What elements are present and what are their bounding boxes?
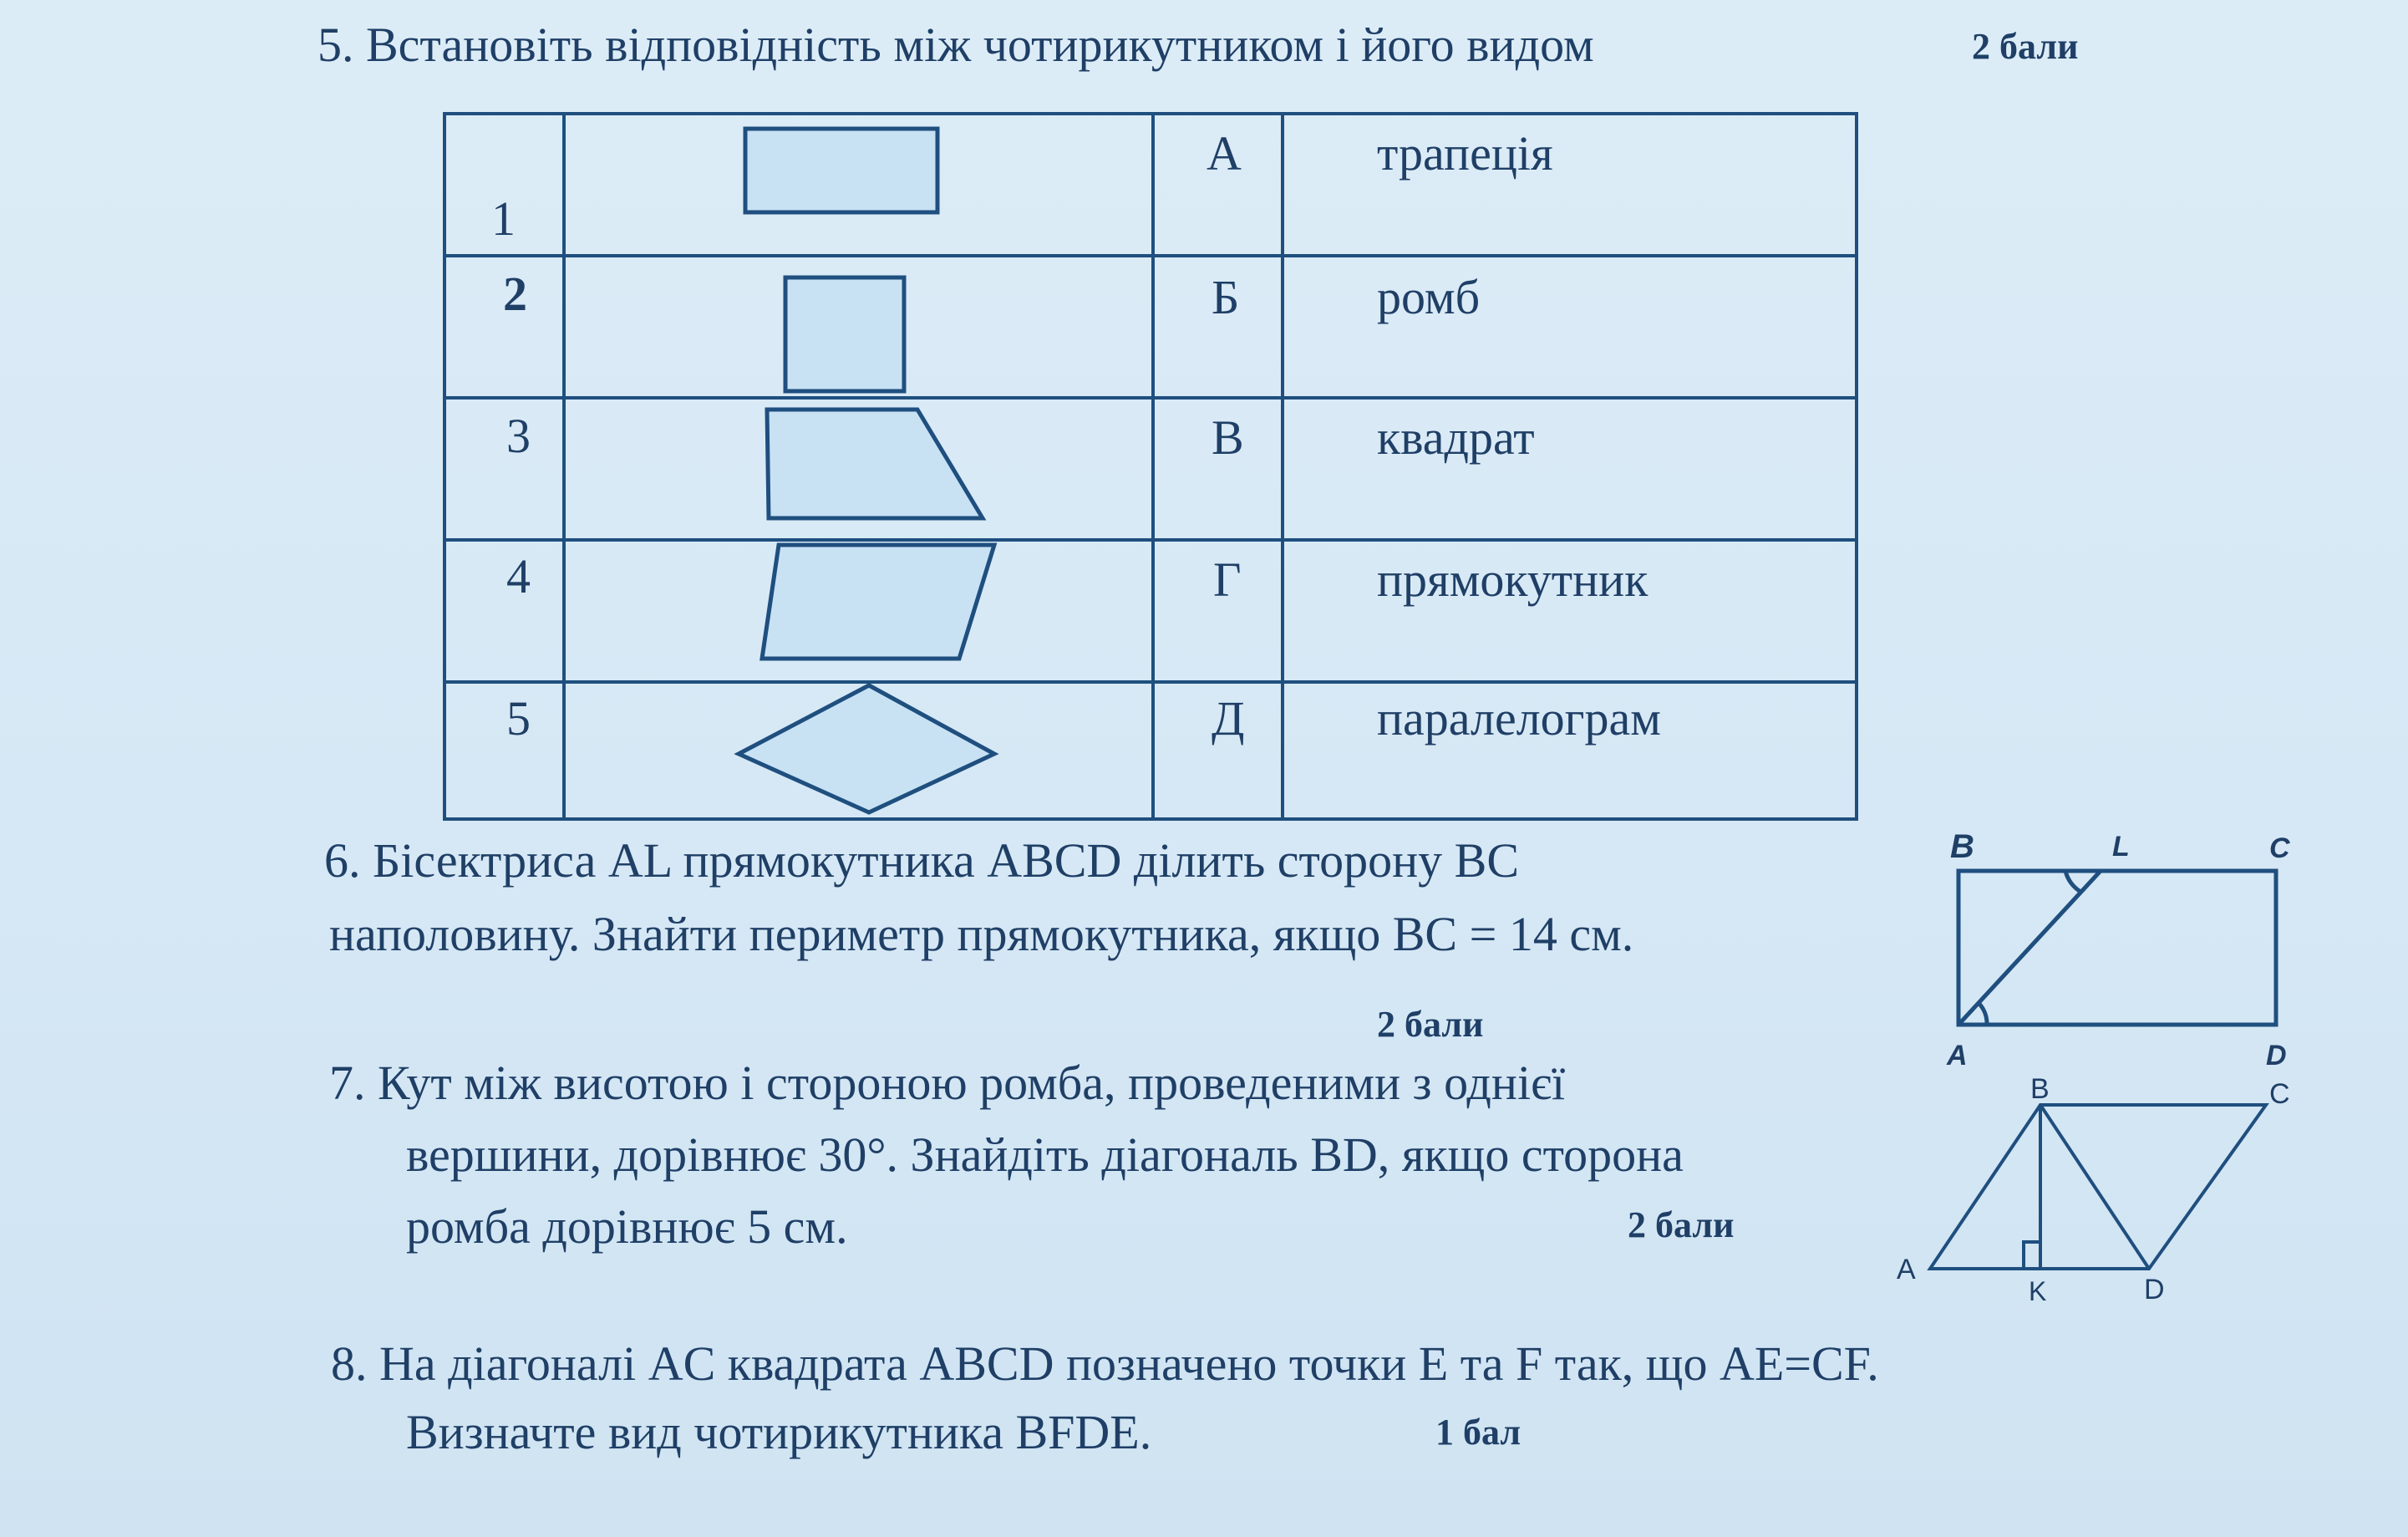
- row-1-type: трапеція: [1377, 126, 1553, 181]
- trapezoid-shape: [767, 410, 983, 518]
- angle-arc-a: [1979, 1003, 1987, 1025]
- row-4-number: 4: [506, 549, 531, 603]
- label-l: L: [2112, 831, 2130, 863]
- row-3-number: 3: [506, 409, 531, 463]
- label-k: K: [2029, 1276, 2047, 1306]
- row-5-letter: Д: [1212, 691, 1245, 746]
- task6-line1: 6. Бісектриса AL прямокутника ABCD ділить сторону BC: [324, 833, 1520, 888]
- row-2-letter: Б: [1212, 270, 1240, 324]
- task8-line2: Визначте вид чотирикутника BFDE.: [406, 1405, 1152, 1459]
- task8-line1: 8. На діагоналі AC квадрата ABCD позначено точки E та F так, що AE=CF.: [331, 1336, 1879, 1391]
- row-5-type: паралелограм: [1377, 691, 1661, 746]
- label-a: A: [1897, 1254, 1916, 1285]
- square-shape: [785, 277, 904, 391]
- task6-line2: наполовину. Знайти периметр прямокутника, якщо BC = 14 см.: [329, 907, 1634, 961]
- angle-arc-l: [2065, 871, 2082, 893]
- rhombus-abcd: [1930, 1105, 2266, 1269]
- label-d: D: [2266, 1040, 2287, 1071]
- row-2-number: 2: [503, 267, 527, 321]
- row-1-letter: А: [1207, 126, 1242, 181]
- task7-line1: 7. Кут між висотою і стороною ромба, проведеними з однієї: [329, 1056, 1566, 1110]
- parallelogram-shape: [762, 545, 994, 659]
- row-5-number: 5: [506, 691, 531, 746]
- task5-points: 2 бали: [1972, 26, 2079, 67]
- task6-points: 2 бали: [1377, 1004, 1484, 1045]
- task6-figure: [1938, 827, 2323, 1078]
- row-4-type: прямокутник: [1377, 552, 1649, 607]
- row-4-letter: Г: [1213, 552, 1242, 607]
- label-d: D: [2144, 1274, 2165, 1305]
- row-2-type: ромб: [1377, 270, 1481, 324]
- label-c: C: [2269, 1078, 2290, 1110]
- label-b: B: [2030, 1073, 2050, 1105]
- diagonal-bd: [2040, 1105, 2149, 1269]
- task8-points: 1 бал: [1435, 1412, 1522, 1453]
- task5-title: 5. Встановіть відповідність між чотирикутником і його видом: [318, 18, 1594, 72]
- rhombus-shape: [739, 685, 994, 812]
- right-angle-mark: [2024, 1242, 2040, 1269]
- bisector-al: [1958, 871, 2101, 1025]
- task7-line2: вершини, дорівнює 30°. Знайдіть діагональ BD, якщо сторона: [406, 1127, 1684, 1182]
- rectangle-abcd: [1958, 871, 2276, 1025]
- row-3-letter: В: [1212, 410, 1244, 465]
- label-c: C: [2269, 832, 2290, 864]
- label-a: A: [1947, 1040, 1968, 1071]
- task7-line3: ромба дорівнює 5 см.: [406, 1199, 848, 1254]
- rectangle-shape: [745, 129, 937, 212]
- task7-points: 2 бали: [1628, 1204, 1735, 1245]
- task7-figure: [1880, 1070, 2298, 1312]
- row-1-number: 1: [491, 191, 516, 246]
- row-3-type: квадрат: [1377, 410, 1535, 465]
- label-b: B: [1950, 828, 1974, 865]
